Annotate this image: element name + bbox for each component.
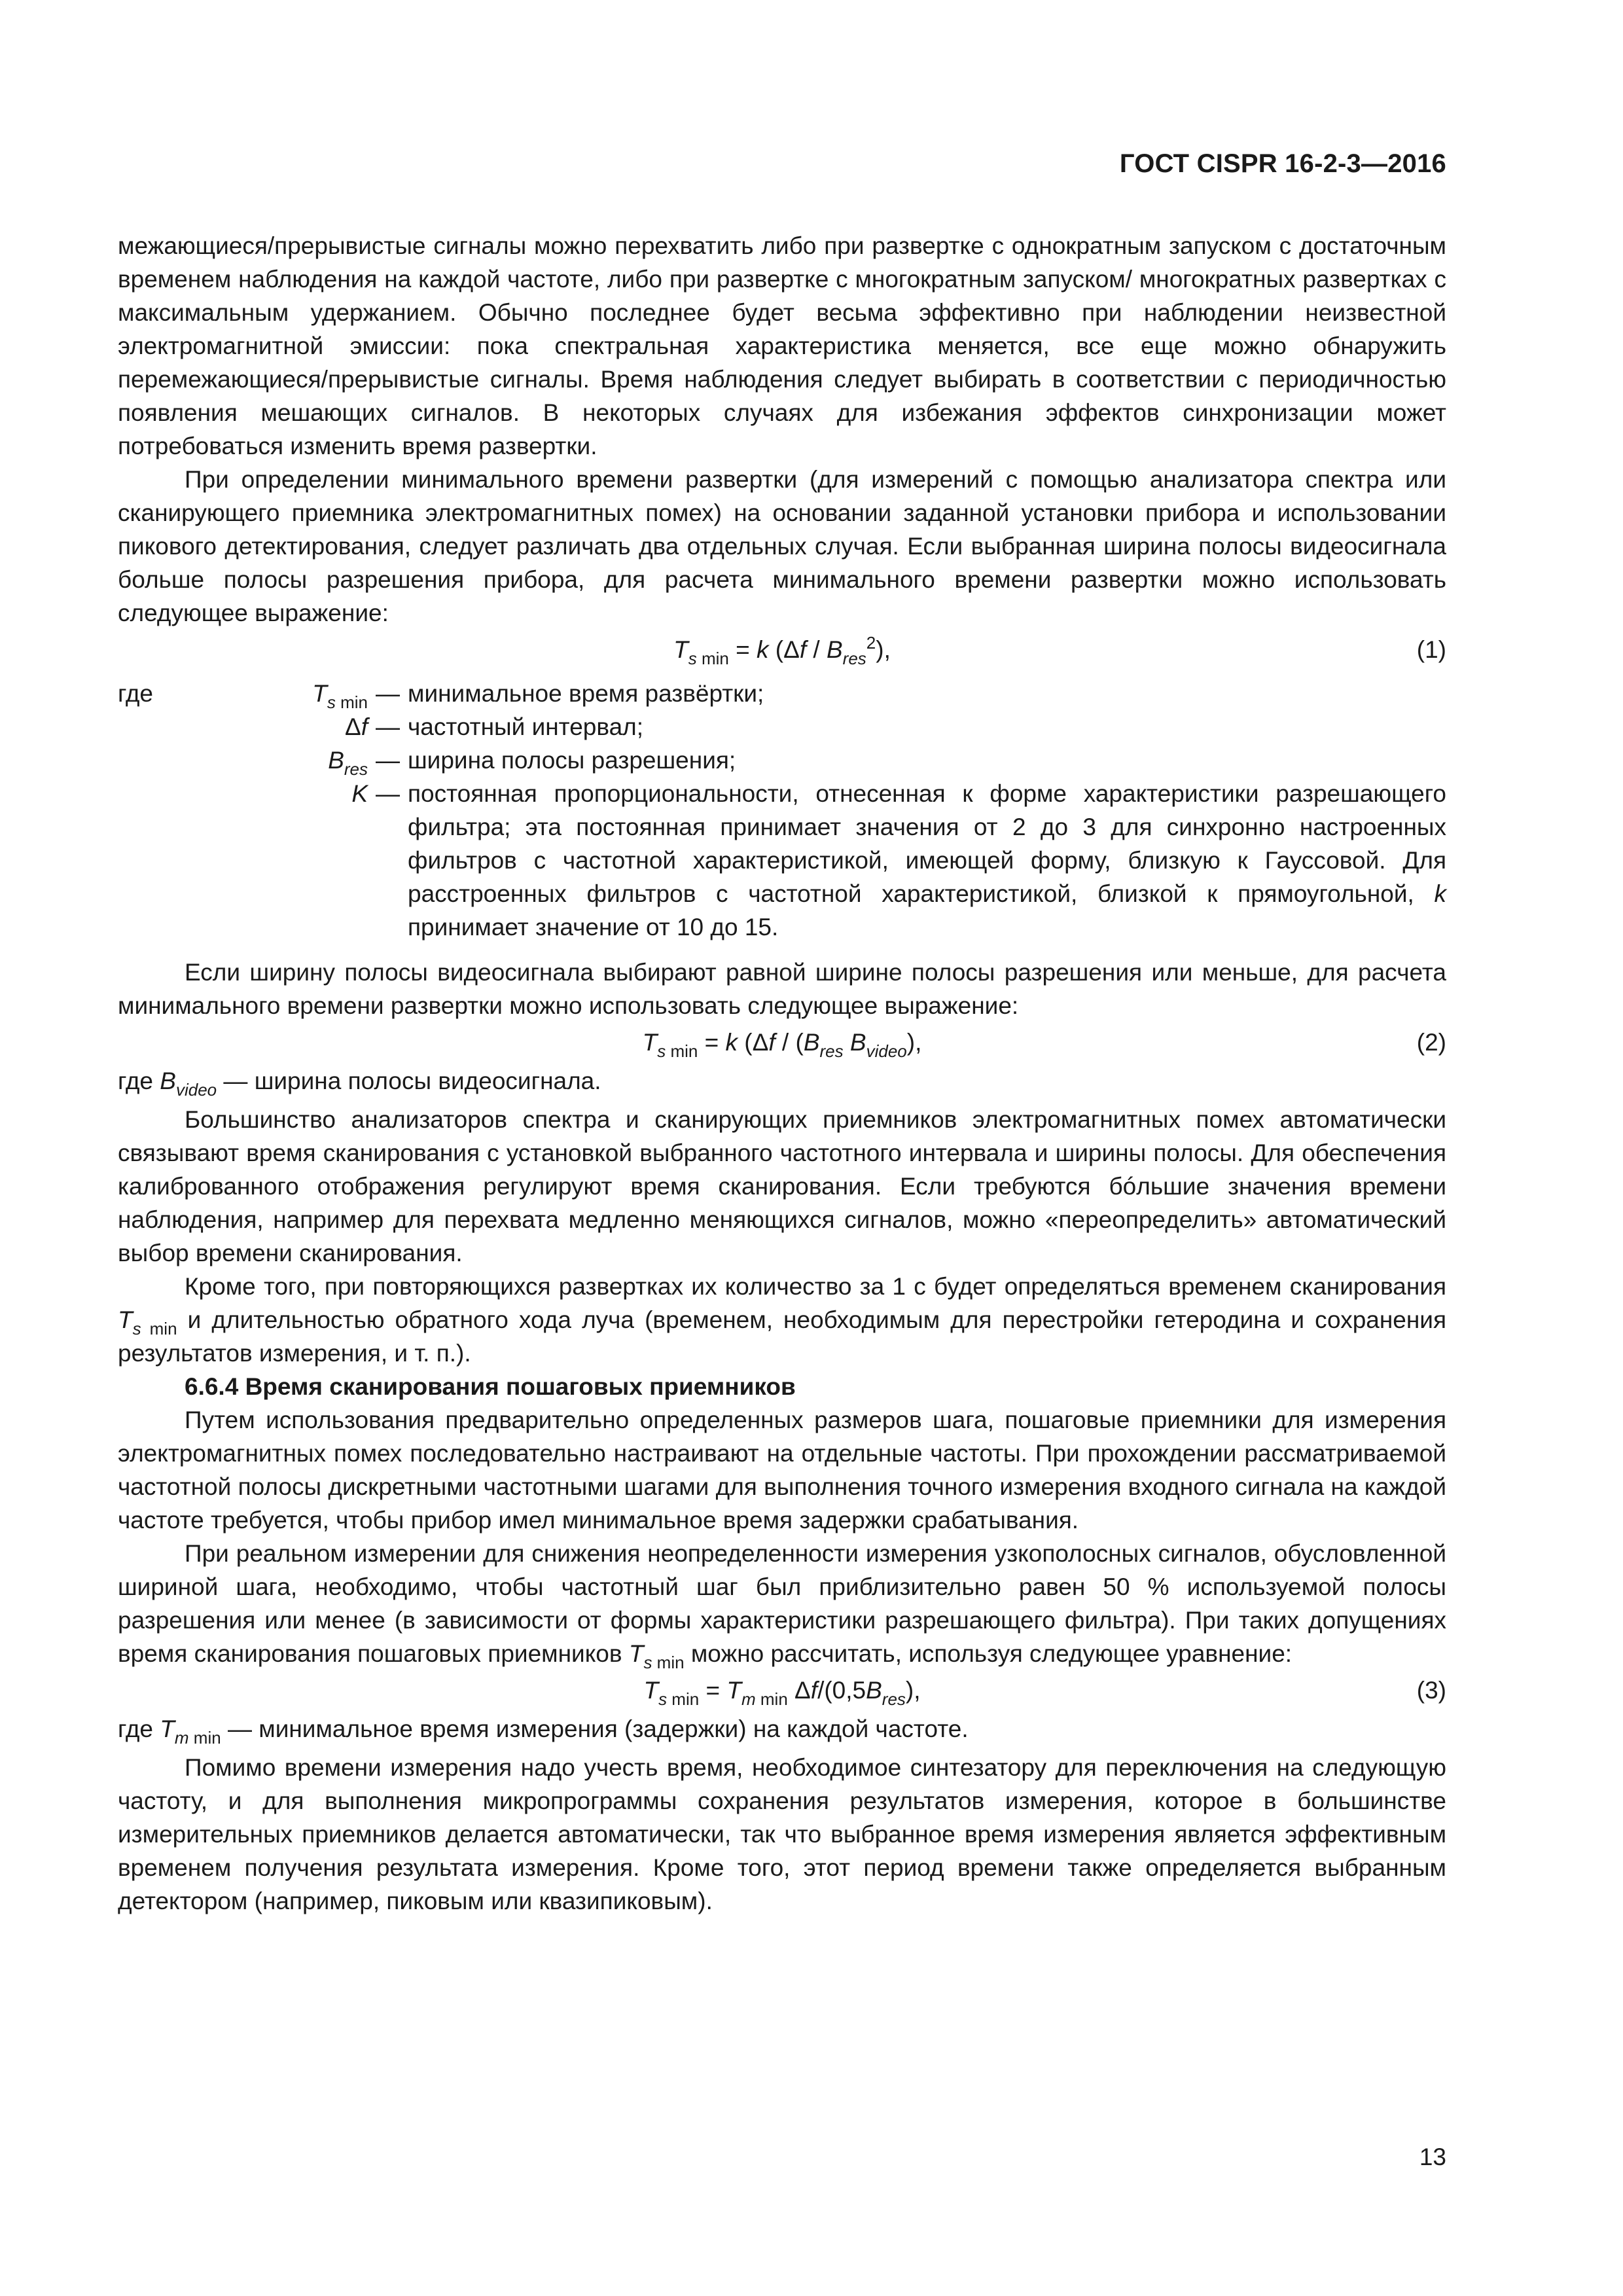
paragraph-video-bandwidth: Если ширину полосы видеосигнала выбирают равной ширине полосы разрешения или меньше, для расчета минимального времени развертки можно использовать следующее выражение:: [118, 959, 1446, 1019]
paragraph-step-receivers: Путем использования предварительно определенных размеров шага, пошаговые приемники для измерения электромагнитных помех последовательно настраивают на отдельные частоты. При прохождении рассматриваемой частотной полосы дискретными частотными шагами для выполнения точного измерения входного сигнала на каждой частоте требуется, чтобы прибор имел минимальное время задержки срабатывания.: [118, 1407, 1446, 1534]
formula-1-legend: [118, 677, 1446, 944]
formula-1: [118, 630, 1446, 670]
legend-row-delta-f: Δf — частотный интервал;: [345, 713, 644, 740]
legend-row-ts-min: где $T_{s min}$ — минимальное время развёртки;: [118, 680, 764, 712]
formula-1-expression: $T_{s min} = k$ $(\Delta f / B_{res}^2)$,: [673, 633, 891, 668]
paragraph-synthesizer-time: Помимо времени измерения надо учесть время, необходимое синтезатору для переключения на следующую частоту, и для выполнения микропрограммы сохранения результатов измерения, которое в большинстве измерительных приемников делается автоматически, так что выбранное время измерения является эффективным временем получения результата измерения. Кроме того, этот период времени также определяется выбранным детектором (например, пиковым или квазипиковым).: [118, 1754, 1446, 1914]
formula-2-expression: $T_{s min} = k$ ($\Delta f / (B_{res}$ $B_{video}$),: [642, 1029, 922, 1061]
document-code-header: ГОСТ CISPR 16-2-3—2016: [1119, 149, 1446, 178]
paragraph-intermittent-signals: межающиеся/прерывистые сигналы можно перехватить либо при развертке с однократным запуском с достаточным временем наблюдения на каждой частоте, либо при развертке с многократным запуском/ многократных развертках с максимальным удержанием. Обычно последнее будет весьма эффективно при наблюдении неизвестной электромагнитной эмиссии: пока спектральная характеристика меняется, все еще можно обнаружить перемежающиеся/прерывистые сигналы. Время наблюдения следует выбирать в соответствии с периодичностью появления мешающих сигналов. В некоторых случаях для избежания эффектов синхронизации может потребоваться изменить время развертки.: [118, 232, 1446, 459]
formula-2-legend: где $B_{video}$ — ширина полосы видеосигнала.: [118, 1067, 601, 1100]
formula-3: [118, 1670, 1446, 1711]
legend-row-k: K — постоянная пропорциональности, отнесенная к форме характеристики разрешающего фильтра; эта постоянная принимает значения от 2 до 3 для синхронно настроенных фильтров с частотной характеристикой, имеющей форму, близкую к Гауссовой. Для расстроенных фильтров с частотной характеристикой, близкой к прямоугольной, k принимает значение от 10 до 15.: [351, 780, 1447, 941]
paragraph-analyzers-auto: Большинство анализаторов спектра и сканирующих приемников электромагнитных помех автоматически связывают время сканирования с установкой выбранного частотного интервала и ширины полосы. Для обеспечения калиброванного отображения регулируют время сканирования. Если требуются бóльшие значения времени наблюдения, например для перехвата медленно меняющихся сигналов, можно «переопределить» автоматический выбор времени сканирования.: [118, 1106, 1446, 1266]
formula-3-legend: где $T_{m min}$ — минимальное время измерения (задержки) на каждой частоте.: [118, 1715, 969, 1748]
page-number: 13: [1419, 2144, 1446, 2170]
paragraph-step-size: При реальном измерении для снижения неопределенности измерения узкополосных сигналов, обусловленной шириной шага, необходимо, чтобы частотный шаг был приблизительно равен 50 % используемой полосы разрешения или менее (в зависимости от формы характеристики разрешающего фильтра). При таких допущениях время сканирования пошаговых приемников $T_{s min}$ можно рассчитать, используя следующее уравнение:: [118, 1540, 1446, 1672]
formula-3-expression: $T_{s min} = T_{m min}$ $\Delta f/(0,5B_{res})$,: [643, 1677, 921, 1709]
formula-3-number: (3): [1416, 1677, 1446, 1704]
paragraph-min-sweep-time: При определении минимального времени развертки (для измерений с помощью анализатора спектра или сканирующего приемника электромагнитных помех) на основании заданной установки прибора и использовании пикового детектирования, следует различать два отдельных случая. Если выбранная ширина полосы видеосигнала больше полосы разрешения прибора, для расчета минимального времени развертки можно использовать следующее выражение:: [118, 466, 1446, 626]
formula-2-number: (2): [1416, 1029, 1446, 1056]
paragraph-repeated-sweeps: Кроме того, при повторяющихся развертках их количество за 1 с будет определяться временем сканирования $T_{s min}$ и длительностью обратного хода луча (временем, необходимым для перестройки гетеродина и сохранения результатов измерения, и т. п.).: [118, 1273, 1447, 1367]
document-body: [118, 229, 1446, 1918]
formula-2: [118, 1022, 1446, 1063]
legend-row-bres: $B_{res}$ — ширина полосы разрешения;: [328, 747, 736, 779]
section-title-6-6-4: 6.6.4 Время сканирования пошаговых приемников: [185, 1373, 796, 1400]
formula-1-number: (1): [1416, 636, 1446, 663]
